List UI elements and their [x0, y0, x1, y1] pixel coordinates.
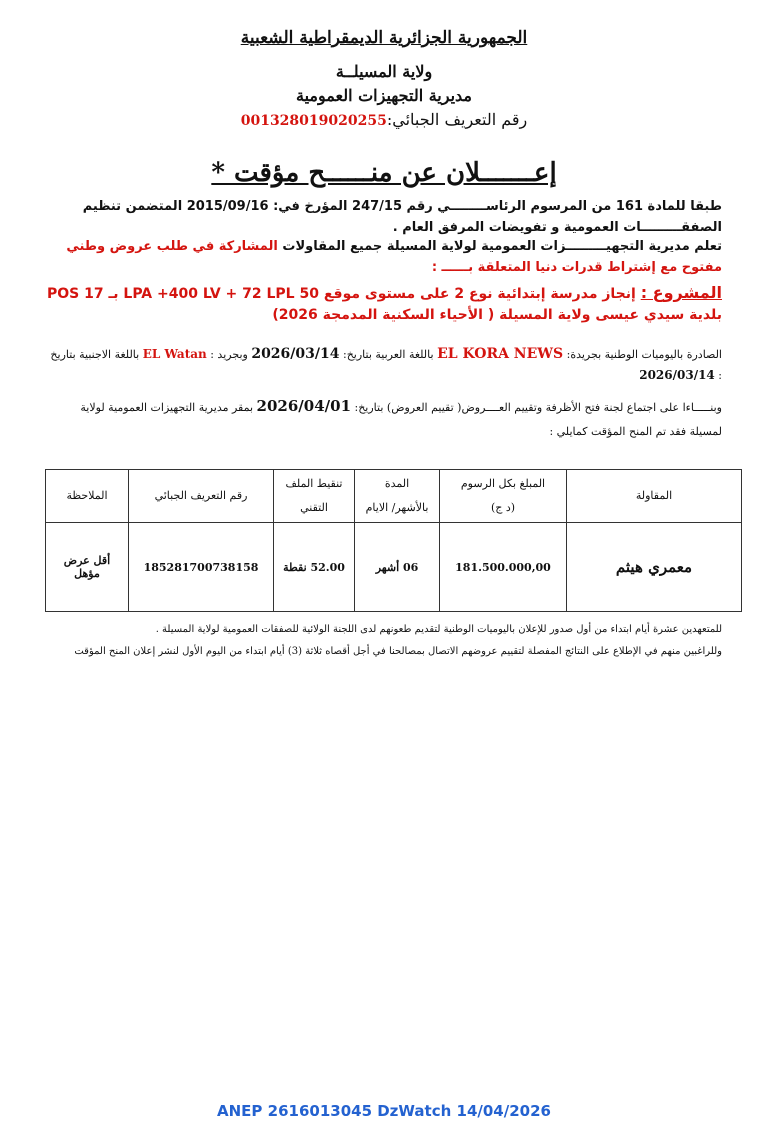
notice-text-highlight: المشاركة في طلب عروض وطني مفتوح مع إشتراط قدرات دنيا المتعلقة بــــــ : — [66, 239, 722, 275]
publication-text: الصادرة باليوميات الوطنية بجريدة: — [566, 348, 722, 361]
header-tax-id — [129, 470, 274, 523]
header-amount — [440, 470, 567, 523]
republic-header: الجمهورية الجزائرية الديمقراطية الشعبية — [240, 28, 528, 48]
tax-id-label: رقم التعريف الجبائي: — [386, 110, 528, 129]
publication-text: باللغة الاجنبية بتاريخ : — [50, 348, 722, 382]
evaluation-text: بمقر مديرية التجهيزات العمومية لولاية لمسيلة فقد تم المنح المؤقت كمايلي : — [80, 401, 722, 438]
newspaper-foreign: EL Watan — [142, 347, 207, 361]
header-label: التقني — [300, 501, 328, 514]
header-company — [567, 470, 742, 523]
publication-text: باللغة العربية بتاريخ: — [342, 348, 434, 361]
header-label: المبلغ بكل الرسوم — [460, 477, 546, 490]
header-label: رقم التعريف الجبائي — [154, 489, 248, 502]
award-table — [45, 469, 742, 612]
header-label: (د ج) — [490, 501, 516, 514]
header-technical-score — [274, 470, 355, 523]
directorate-name: مديرية التجهيزات العمومية — [296, 86, 472, 105]
publication-text: وبجريد : — [210, 348, 248, 361]
appeal-notice: للمتعهدين عشرة أيام ابتداء من أول صدور للإعلان باليوميات الوطنية لتقديم طعونهم لدى اللجنة الولائية للصفقات العمومية لولاية المسيلة . — [155, 624, 722, 635]
cell-company: معمري هيثم — [567, 523, 742, 612]
cell-amount: 181.500.000,00 — [440, 523, 567, 612]
header-label: بالأشهر/ الايام — [365, 501, 429, 514]
legal-reference-paragraph: طبقا للمادة 161 من المرسوم الرئاســــــــي رقم 247/15 المؤرخ في: 2015/09/16 المتضمن تنظيم الصفقـــــــــات العمومية و تفويضات المرفق العام . — [82, 199, 722, 235]
header-remark — [46, 470, 129, 523]
notice-paragraph — [46, 236, 722, 278]
notice-text: تعلم مديرية التجهيـــــــــزات العمومية لولاية المسيلة جميع المقاولات — [282, 239, 722, 254]
results-consultation-notice: وللراغبين منهم في الإطلاع على النتائج المفصلة لتقييم عروضهم الاتصال بمصالحنا في أجل أقصاه ثلاثة (3) أيام ابتداء من اليوم الأول لنشر إعلان المنح المؤقت — [74, 646, 722, 657]
cell-duration: 06 أشهر — [355, 523, 440, 612]
evaluation-paragraph — [46, 394, 722, 444]
project-paragraph — [46, 282, 722, 326]
tax-id-number: 001328019020255 — [240, 113, 387, 129]
announcement-title: إعـــــــلان عن منــــــح مؤقت * — [211, 158, 557, 188]
evaluation-text: وبنـــــاءا على اجتماع لجنة فتح الأظرفة وتقييم العــــروض( تقييم العروض) بتاريخ: — [354, 401, 722, 414]
project-label: المشروع : — [640, 283, 722, 302]
cell-remark: أقل عرض مؤهل — [46, 523, 129, 612]
header-label: المقاولة — [635, 489, 673, 502]
tax-id-line — [0, 110, 768, 129]
publication-date-foreign: 2026/03/14 — [639, 368, 715, 382]
cell-tax-id: 185281700738158 — [129, 523, 274, 612]
cell-technical-score: 52.00 نقطة — [274, 523, 355, 612]
project-description: إنجاز مدرسة إبتدائية نوع 2 على مستوى موقع 50 LPA +400 LV + 72 LPL بـ POS 17 بلدية سيدي عيسى ولاية المسيلة ( الأحياء السكنية المدمجة 2026) — [47, 286, 722, 323]
anep-reference: ANEP 2616013045 DzWatch 14/04/2026 — [217, 1102, 551, 1120]
publication-paragraph — [46, 344, 722, 386]
header-label: الملاحظة — [66, 489, 108, 502]
header-label: تنقيط الملف — [285, 477, 343, 490]
header-label: المدة — [384, 477, 410, 490]
header-duration — [355, 470, 440, 523]
table-row — [46, 523, 742, 612]
publication-date-arabic: 2026/03/14 — [251, 346, 340, 362]
table-header-row — [46, 470, 742, 523]
evaluation-date: 2026/04/01 — [256, 397, 351, 415]
newspaper-arabic: EL KORA NEWS — [437, 346, 564, 362]
wilaya-name: ولاية المسيلــة — [335, 62, 433, 81]
